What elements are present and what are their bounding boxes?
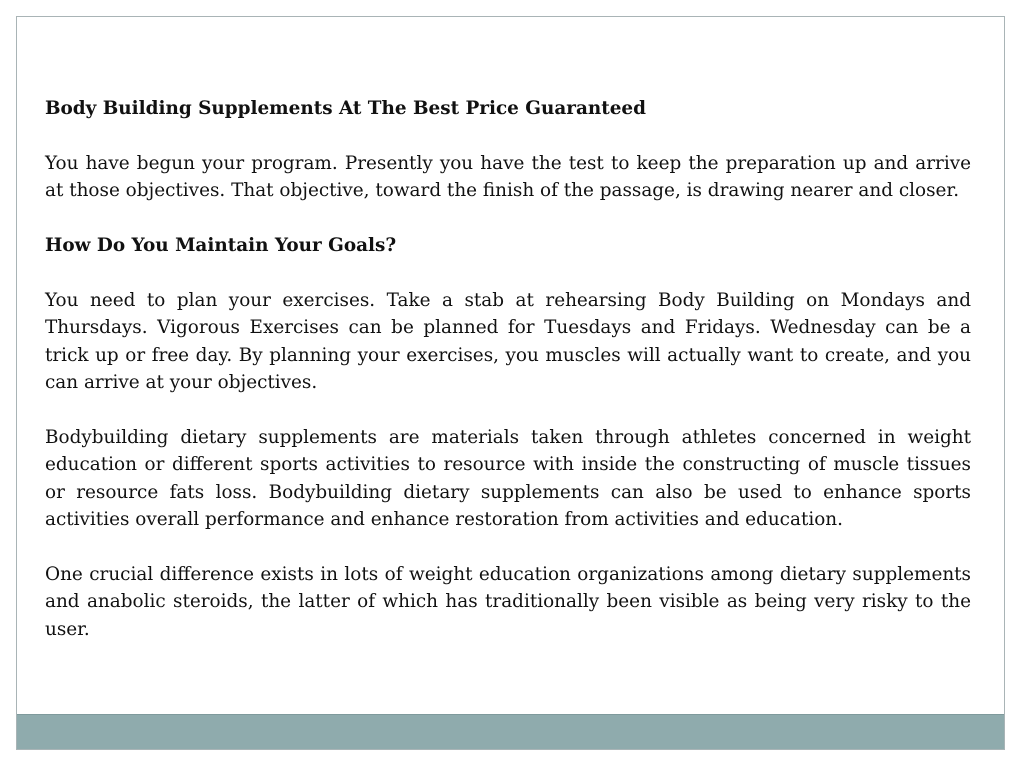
slide-content — [45, 95, 971, 670]
footer-band — [17, 714, 1004, 749]
exercise-plan-paragraph: You need to plan your exercises. Take a stab at rehearsing Body Building on Mondays and Thursdays. Vigorous Exercises can be planned for Tuesdays and Fridays. Wednesday can be a trick up or free day. By planning your exercises, you muscles will actually want to create, and you can arrive at your objectives. — [45, 289, 971, 394]
slide-frame — [16, 16, 1005, 750]
intro-paragraph: You have begun your program. Presently you have the test to keep the preparation up and arrive at those objectives. That objective, toward the finish of the passage, is drawing nearer and closer. — [45, 152, 971, 202]
main-heading: Body Building Supplements At The Best Price Guaranteed — [45, 98, 646, 119]
goals-heading: How Do You Maintain Your Goals? — [45, 235, 397, 256]
supplements-paragraph: Bodybuilding dietary supplements are materials taken through athletes concerned in weight education or different sports activities to resource with inside the constructing of muscle tissues or resource fats loss. Bodybuilding dietary supplements can also be used to enhance sports activities overall performance and enhance restoration from activities and education. — [45, 426, 971, 531]
steroids-paragraph: One crucial difference exists in lots of weight education organizations among dietary supplements and anabolic steroids, the latter of which has traditionally been visible as being very risky to the user. — [45, 563, 971, 640]
